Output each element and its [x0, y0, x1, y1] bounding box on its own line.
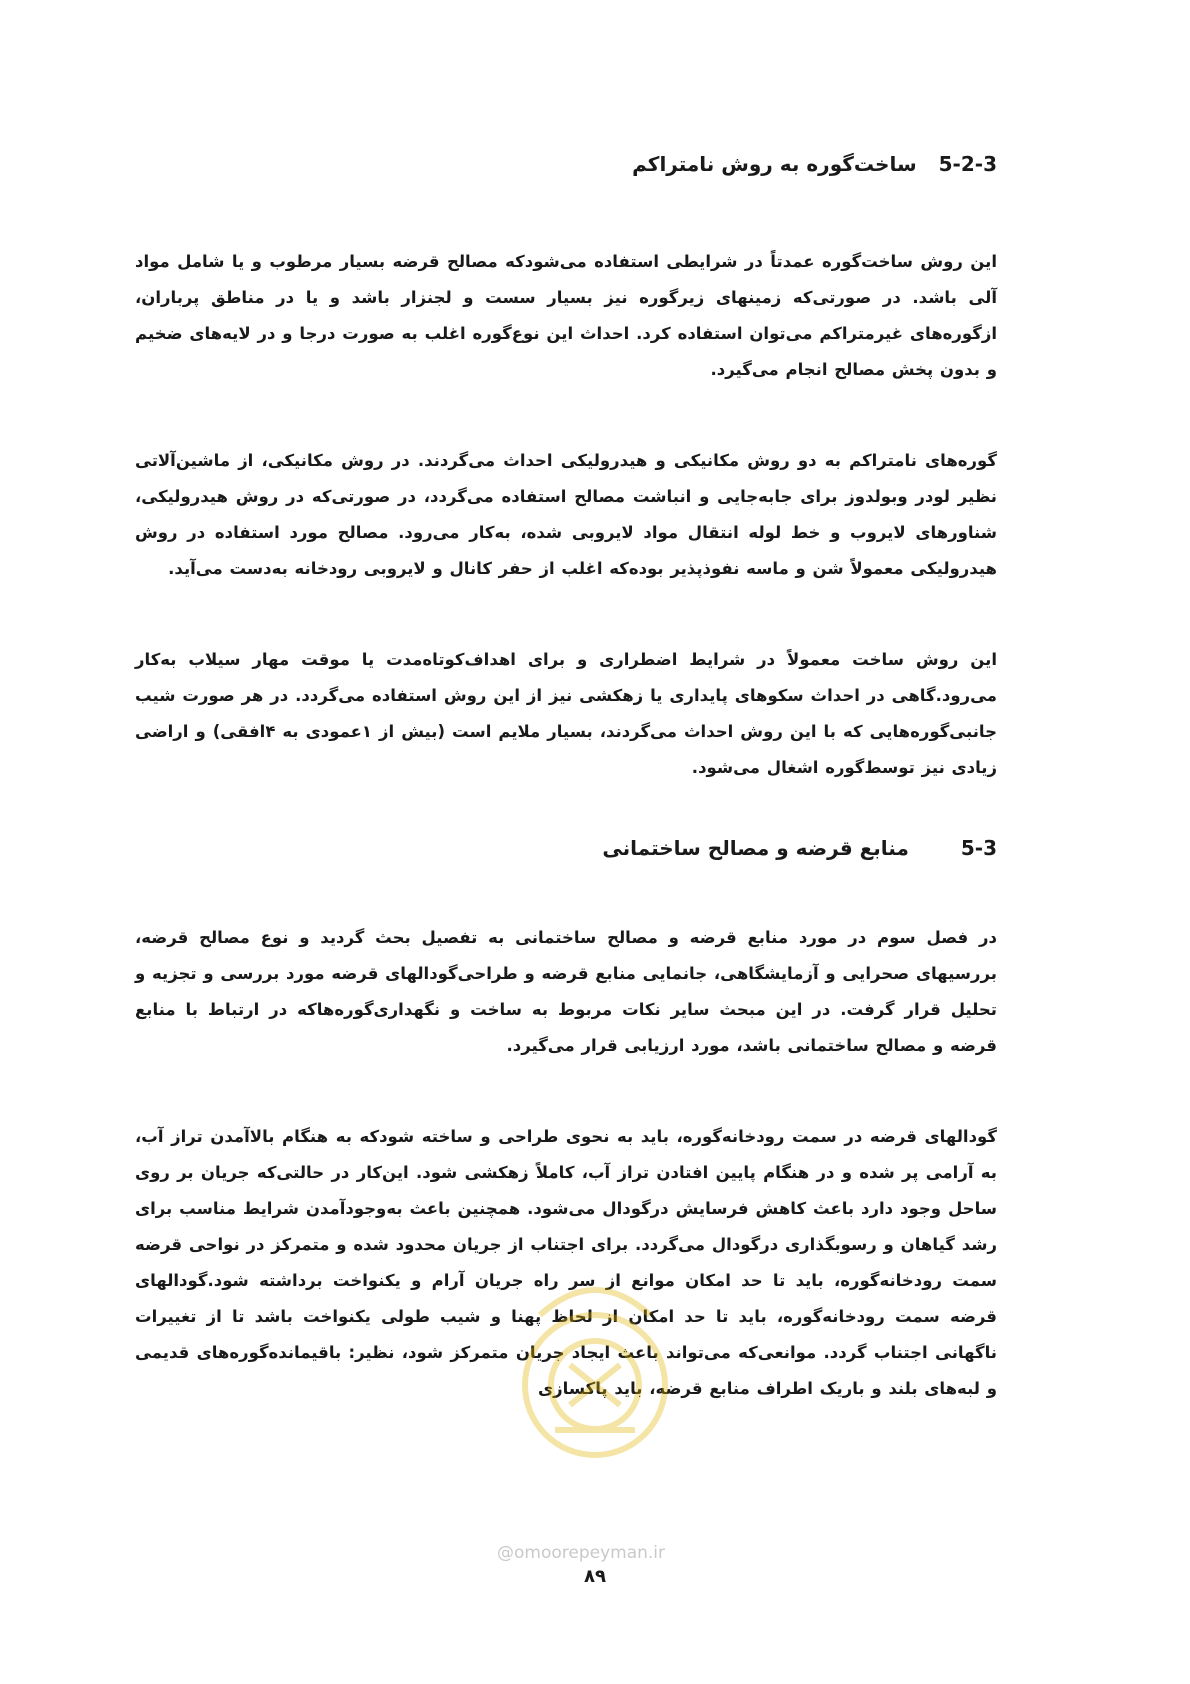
- section-number: 5-3: [960, 836, 997, 860]
- page-number: ۸۹: [584, 1566, 606, 1587]
- page-content: [135, 148, 997, 1407]
- paragraph: این روش ساخت‌گوره عمدتاً در شرایطی استفاده می‌شودکه مصالح قرضه بسیار مرطوب و یا شامل مواد آلی باشد. در صورتی‌که زمینهای زیرگوره نیز بسیار سست و لجنزار باشد و یا در مناطق پرباران، ازگوره‌های غیرمتراکم می‌توان استفاده کرد. احداث این نوع‌گوره اغلب به صورت درجا و در لایه‌های ضخیم و بدون پخش مصالح انجام می‌گیرد.: [135, 252, 997, 379]
- paragraph: این روش ساخت معمولاً در شرایط اضطراری و برای اهداف‌کوتاه‌مدت یا موقت مهار سیلاب به‌کار می‌رود.گاهی در احداث سکوهای پایداری یا زهکشی نیز از این روش استفاده می‌گردد. در هر صورت شیب جانبی‌گوره‌هایی که با این روش احداث می‌گردند، بسیار ملایم است (بیش از ۱عمودی به ۴افقی) و اراضی زیادی نیز توسط‌گوره اشغال می‌شود.: [135, 650, 998, 777]
- section-title: منابع قرضه و مصالح ساختمانی: [602, 836, 909, 860]
- watermark-at-icon: @: [497, 1543, 514, 1563]
- section-heading-5-2-3: [135, 148, 997, 180]
- watermark-site-text: @omoorepeyman.ir: [497, 1543, 666, 1563]
- section-heading-5-3: [135, 832, 997, 864]
- paragraph: گوره‌های نامتراکم به دو روش مکانیکی و هیدرولیکی احداث می‌گردند. در روش مکانیکی، از ماشین‌آلاتی نظیر لودر وبولدوز برای جابه‌جایی و انباشت مصالح استفاده می‌گردد، در صورتی‌که در روش هیدرولیکی، شناورهای لایروب و خط لوله انتقال مواد لایروبی شده، به‌کار می‌رود. مصالح مورد استفاده در روش هیدرولیکی معمولاً شن و ماسه نفوذپذیر بوده‌که اغلب از حفر کانال و لایروبی رودخانه به‌دست می‌آید.: [135, 451, 997, 578]
- paragraph: گودالهای قرضه در سمت رودخانه‌گوره، باید به نحوی طراحی و ساخته شودکه به هنگام بالاآمدن تراز آب، به آرامی پر شده و در هنگام پایین افتادن تراز آب، کاملاً زهکشی شود. این‌کار در حالتی‌که جریان بر روی ساحل وجود دارد باعث کاهش فرسایش درگودال می‌شود. همچنین باعث به‌وجودآمدن شرایط مناسب برای رشد گیاهان و رسوبگذاری درگودال می‌گردد. برای اجتناب از جریان محدود شده و متمرکز در نواحی قرضه سمت رودخانه‌گوره، باید تا حد امکان موانع از سر راه جریان آرام و یکنواخت برداشته شود.گودالهای قرضه سمت رودخانه‌گوره، باید تا حد امکان از لحاظ پهنا و شیب طولی یکنواخت باشد تا از تغییرات ناگهانی اجتناب گردد. موانعی‌که می‌تواند باعث ایجاد جریان متمرکز شود، نظیر: باقیمانده‌گوره‌های قدیمی و لبه‌های بلند و باریک اطراف منابع قرضه، باید پاکسازی: [135, 1127, 997, 1398]
- section-number: 5-2-3: [938, 152, 997, 176]
- section-title: ساخت‌گوره به روش نامتراکم: [632, 152, 917, 176]
- paragraph: در فصل سوم در مورد منابع قرضه و مصالح ساختمانی به تفصیل بحث گردید و نوع مصالح قرضه، بررسیهای صحرایی و آزمایشگاهی، جانمایی منابع قرضه و طراحی‌گودالهای قرضه مورد بررسی و تجزیه و تحلیل قرار گرفت. در این مبحث سایر نکات مربوط به ساخت و نگهداری‌گوره‌هاکه در ارتباط با منابع قرضه و مصالح ساختمانی باشد، مورد ارزیابی قرار می‌گیرد.: [135, 928, 997, 1055]
